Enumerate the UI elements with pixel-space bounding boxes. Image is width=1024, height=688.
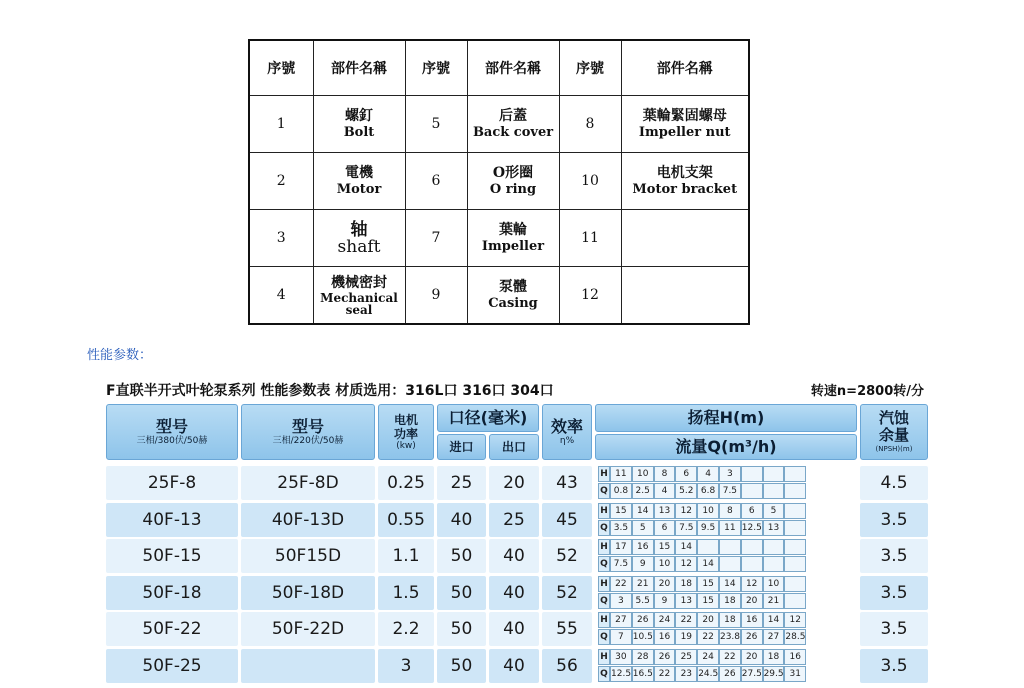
efficiency-value: 55 (556, 619, 578, 639)
head-value: 14 (632, 503, 654, 519)
head-value: 16 (632, 539, 654, 555)
flow-value: 22 (697, 629, 719, 645)
motor-power-value: 1.5 (392, 582, 420, 603)
power-header (378, 404, 434, 460)
flow-value: 31 (784, 666, 806, 682)
model-380-value: 50F-15 (142, 546, 202, 566)
head-value: 3 (719, 466, 741, 482)
flow-value: 6 (654, 520, 676, 536)
part-name-zh: 螺釘 (345, 107, 373, 124)
part-name (313, 267, 405, 325)
power-title: 电机功率 (393, 412, 418, 441)
part-name-zh: O形圈 (492, 164, 534, 181)
model-380-sub: 三相/380伏/50赫 (136, 435, 208, 446)
head-value: 8 (654, 466, 676, 482)
head-values-row (598, 576, 806, 593)
flow-values-row (598, 593, 806, 610)
performance-row (106, 466, 928, 500)
outlet-title: 出口 (501, 440, 526, 454)
inlet-diameter-value: 50 (450, 546, 473, 566)
part-name (313, 153, 405, 210)
part-name (313, 96, 405, 153)
part-name (467, 153, 559, 210)
series-title: F直联半开式叶轮泵系列 性能参数表 材质选用：316L口 316口 304口 (106, 383, 554, 399)
motor-power-value: 0.25 (387, 473, 425, 493)
part-name (467, 267, 559, 325)
head-value: 18 (719, 612, 741, 628)
head-value: 15 (654, 539, 676, 555)
flow-value: 14 (697, 556, 719, 572)
performance-label: 性能参数： (87, 348, 153, 363)
efficiency-header (542, 404, 592, 460)
flow-value: 28.5 (784, 629, 806, 645)
part-number: 3 (249, 210, 313, 267)
performance-row (106, 576, 928, 610)
flow-value: 0.8 (610, 483, 632, 499)
header-number: 序號 (405, 40, 467, 96)
flow-value: 18 (719, 593, 741, 609)
outlet-diameter-value: 20 (503, 473, 525, 493)
flow-value: 26 (719, 666, 741, 682)
part-number: 4 (249, 267, 313, 325)
head-title: 扬程H(m) (687, 408, 765, 427)
part-name-en: Motor (336, 181, 382, 197)
flow-value: 20 (741, 593, 763, 609)
head-value: 16 (741, 612, 763, 628)
part-number: 8 (559, 96, 621, 153)
outlet-diameter-value: 40 (503, 546, 525, 566)
model-380-title: 型号 (155, 416, 188, 436)
head-value: 25 (675, 649, 697, 665)
head-value: 22 (675, 612, 697, 628)
flow-value: 19 (675, 629, 697, 645)
flow-value: 22 (654, 666, 676, 682)
head-value: 6 (675, 466, 697, 482)
flow-value (784, 483, 806, 499)
part-name-zh: 葉輪緊固螺母 (642, 107, 727, 124)
motor-power-value: 2.2 (392, 619, 420, 639)
inlet-diameter-value: 50 (450, 619, 473, 639)
head-values-row (598, 649, 806, 666)
header-part-name: 部件名稱 (313, 40, 405, 96)
npsh-value: 3.5 (880, 546, 908, 566)
flow-value: 16 (654, 629, 676, 645)
part-number: 1 (249, 96, 313, 153)
model-380-value: 25F-8 (147, 473, 197, 493)
head-flow-grid (598, 539, 860, 573)
head-label: H (598, 576, 610, 592)
diameter-header (437, 404, 539, 432)
model-380-header (106, 404, 238, 460)
inlet-diameter-value: 50 (450, 582, 473, 603)
head-value: 16 (784, 649, 806, 665)
head-value: 4 (697, 466, 719, 482)
npsh-header (860, 404, 928, 460)
head-value: 13 (654, 503, 676, 519)
npsh-value: 3.5 (880, 655, 908, 676)
part-name-en: Mechanical seal (320, 290, 398, 317)
flow-value: 9.5 (697, 520, 719, 536)
head-value: 28 (632, 649, 654, 665)
model-220-value: 25F-8D (277, 473, 339, 493)
part-name-zh: 轴 (350, 219, 368, 240)
npsh-value: 3.5 (880, 509, 908, 530)
part-number: 11 (559, 210, 621, 267)
flow-value: 7.5 (675, 520, 697, 536)
flow-header (595, 434, 857, 460)
flow-value: 27.5 (741, 666, 763, 682)
model-380-value: 50F-22 (142, 619, 202, 639)
flow-value: 7 (610, 629, 632, 645)
parts-table (248, 39, 750, 325)
inlet-header (437, 434, 486, 460)
flow-value: 10.5 (632, 629, 654, 645)
flow-value: 12 (675, 556, 697, 572)
flow-value: 9 (632, 556, 654, 572)
performance-row (106, 503, 928, 537)
flow-value: 9 (654, 593, 676, 609)
head-value: 11 (610, 466, 632, 482)
outlet-header (489, 434, 539, 460)
head-flow-grid (598, 612, 860, 646)
flow-label: Q (598, 593, 610, 609)
flow-value (763, 556, 785, 572)
motor-power-value: 1.1 (392, 546, 420, 566)
head-value: 22 (719, 649, 741, 665)
flow-value: 27 (763, 629, 785, 645)
flow-value (741, 556, 763, 572)
flow-label: Q (598, 666, 610, 682)
parts-header-row (249, 40, 749, 96)
flow-values-row (598, 666, 806, 683)
head-value: 22 (610, 576, 632, 592)
part-name (621, 267, 749, 325)
head-values-row (598, 466, 806, 483)
head-flow-grid (598, 576, 860, 610)
flow-value: 24.5 (697, 666, 719, 682)
flow-value: 21 (763, 593, 785, 609)
flow-value: 10 (654, 556, 676, 572)
part-number: 5 (405, 96, 467, 153)
part-name-zh: 機械密封 (331, 274, 387, 291)
model-220-value: 50F15D (274, 546, 342, 566)
head-value: 12 (784, 612, 806, 628)
part-number: 12 (559, 267, 621, 325)
head-value: 10 (697, 503, 719, 519)
head-label: H (598, 539, 610, 555)
inlet-diameter-value: 40 (450, 509, 473, 530)
flow-value: 29.5 (763, 666, 785, 682)
flow-label: Q (598, 556, 610, 572)
model-220-value: 40F-13D (271, 509, 345, 530)
flow-value (741, 483, 763, 499)
head-value: 10 (763, 576, 785, 592)
flow-values-row (598, 556, 806, 573)
npsh-value: 4.5 (880, 473, 908, 493)
flow-value: 13 (763, 520, 785, 536)
head-value: 20 (741, 649, 763, 665)
efficiency-value: 52 (556, 582, 578, 603)
flow-value: 3.5 (610, 520, 632, 536)
head-label: H (598, 466, 610, 482)
part-name (621, 153, 749, 210)
head-value: 27 (610, 612, 632, 628)
outlet-diameter-value: 40 (503, 619, 525, 639)
head-value: 8 (719, 503, 741, 519)
model-220-value (241, 649, 375, 683)
head-value: 20 (697, 612, 719, 628)
head-header (595, 404, 857, 432)
head-label: H (598, 612, 610, 628)
parts-row (249, 210, 749, 267)
head-value: 26 (632, 612, 654, 628)
flow-title: 流量Q(m³/h) (675, 437, 777, 456)
npsh-value: 3.5 (880, 619, 908, 639)
head-value: 18 (675, 576, 697, 592)
part-name-en: Impeller (481, 238, 545, 254)
head-value: 15 (610, 503, 632, 519)
npsh-value: 3.5 (880, 582, 908, 603)
flow-value: 23.8 (719, 629, 741, 645)
part-name (467, 210, 559, 267)
parts-row (249, 96, 749, 153)
part-name-en: Impeller nut (638, 124, 731, 140)
part-name (621, 210, 749, 267)
part-name-en: Bolt (343, 124, 375, 140)
head-flow-grid (598, 649, 860, 683)
inlet-diameter-value: 50 (450, 655, 473, 676)
flow-value: 15 (697, 593, 719, 609)
inlet-title: 进口 (449, 440, 474, 454)
outlet-diameter-value: 25 (503, 509, 525, 530)
flow-value: 26 (741, 629, 763, 645)
parts-row (249, 267, 749, 325)
head-value: 21 (632, 576, 654, 592)
flow-values-row (598, 483, 806, 500)
flow-value: 23 (675, 666, 697, 682)
part-name-en: Back cover (472, 124, 554, 140)
model-220-value: 50F-22D (271, 619, 345, 639)
npsh-sub: (NPSH)(m) (875, 444, 913, 453)
flow-value: 4 (654, 483, 676, 499)
head-value (784, 503, 806, 519)
part-number: 9 (405, 267, 467, 325)
head-flow-grid (598, 466, 860, 500)
model-220-header (241, 404, 375, 460)
flow-value: 11 (719, 520, 741, 536)
head-label: H (598, 503, 610, 519)
head-flow-grid (598, 503, 860, 537)
part-name (621, 96, 749, 153)
part-name-zh: 葉輪 (499, 221, 527, 238)
header-part-name: 部件名稱 (467, 40, 559, 96)
efficiency-value: 52 (556, 546, 578, 566)
model-380-value: 40F-13 (142, 509, 202, 530)
flow-value: 2.5 (632, 483, 654, 499)
head-value (784, 466, 806, 482)
head-value (784, 539, 806, 555)
head-value: 26 (654, 649, 676, 665)
flow-label: Q (598, 629, 610, 645)
head-value: 15 (697, 576, 719, 592)
part-name-en: Casing (488, 295, 538, 311)
performance-row (106, 612, 928, 646)
head-value: 14 (719, 576, 741, 592)
head-value: 5 (763, 503, 785, 519)
model-220-title: 型号 (291, 416, 324, 436)
flow-value: 3 (610, 593, 632, 609)
part-name-en: shaft (337, 236, 381, 257)
flow-label: Q (598, 520, 610, 536)
npsh-title: 汽蚀余量 (878, 408, 909, 444)
flow-value: 12.5 (610, 666, 632, 682)
head-value: 17 (610, 539, 632, 555)
flow-label: Q (598, 483, 610, 499)
head-value: 6 (741, 503, 763, 519)
part-name-zh: 泵體 (499, 278, 527, 295)
part-name (313, 210, 405, 267)
part-name-zh: 電機 (345, 164, 373, 181)
head-value (741, 539, 763, 555)
flow-value: 7.5 (610, 556, 632, 572)
part-name (467, 96, 559, 153)
flow-value: 5.2 (675, 483, 697, 499)
flow-value: 16.5 (632, 666, 654, 682)
efficiency-unit: η% (559, 435, 575, 446)
part-name-en: O ring (489, 181, 537, 197)
flow-value (784, 520, 806, 536)
efficiency-value: 43 (556, 473, 578, 493)
head-label: H (598, 649, 610, 665)
flow-value (763, 483, 785, 499)
part-number: 7 (405, 210, 467, 267)
head-value: 12 (675, 503, 697, 519)
head-value (697, 539, 719, 555)
speed-label: 转速n=2800转/分 (810, 384, 924, 399)
head-value: 20 (654, 576, 676, 592)
head-value (763, 539, 785, 555)
part-number: 10 (559, 153, 621, 210)
head-value (741, 466, 763, 482)
inlet-diameter-value: 25 (450, 473, 473, 493)
head-value: 18 (763, 649, 785, 665)
model-380-value: 50F-18 (142, 582, 202, 603)
flow-value: 5.5 (632, 593, 654, 609)
flow-value (719, 556, 741, 572)
efficiency-title: 效率 (550, 416, 583, 436)
header-number: 序號 (559, 40, 621, 96)
flow-value: 7.5 (719, 483, 741, 499)
head-value: 30 (610, 649, 632, 665)
performance-row (106, 539, 928, 573)
model-380-value: 50F-25 (142, 655, 202, 676)
head-value (784, 576, 806, 592)
flow-value: 12.5 (741, 520, 763, 536)
part-number: 2 (249, 153, 313, 210)
head-value (763, 466, 785, 482)
head-value: 10 (632, 466, 654, 482)
head-value: 12 (741, 576, 763, 592)
parts-row (249, 153, 749, 210)
flow-values-row (598, 629, 806, 646)
performance-row (106, 649, 928, 683)
head-value: 14 (675, 539, 697, 555)
outlet-diameter-value: 40 (503, 655, 525, 676)
flow-value (784, 556, 806, 572)
header-part-name: 部件名稱 (621, 40, 749, 96)
flow-value: 6.8 (697, 483, 719, 499)
head-values-row (598, 503, 806, 520)
flow-value: 13 (675, 593, 697, 609)
outlet-diameter-value: 40 (503, 582, 525, 603)
power-unit: (kw) (396, 440, 416, 451)
model-220-sub: 三相/220伏/50赫 (272, 435, 344, 446)
head-values-row (598, 612, 806, 629)
flow-value (784, 593, 806, 609)
head-value: 24 (654, 612, 676, 628)
head-value (719, 539, 741, 555)
motor-power-value: 0.55 (387, 509, 425, 530)
flow-values-row (598, 520, 806, 537)
part-name-zh: 后蓋 (499, 107, 527, 124)
head-values-row (598, 539, 806, 556)
model-220-value: 50F-18D (271, 582, 345, 603)
header-number: 序號 (249, 40, 313, 96)
efficiency-value: 45 (556, 509, 578, 530)
part-name-zh: 电机支架 (656, 164, 713, 181)
efficiency-value: 56 (556, 655, 578, 676)
part-name-en: Motor bracket (632, 181, 738, 197)
part-number: 6 (405, 153, 467, 210)
motor-power-value: 3 (400, 655, 412, 676)
flow-value: 5 (632, 520, 654, 536)
diameter-title: 口径(毫米) (448, 408, 528, 427)
head-value: 24 (697, 649, 719, 665)
head-value: 14 (763, 612, 785, 628)
